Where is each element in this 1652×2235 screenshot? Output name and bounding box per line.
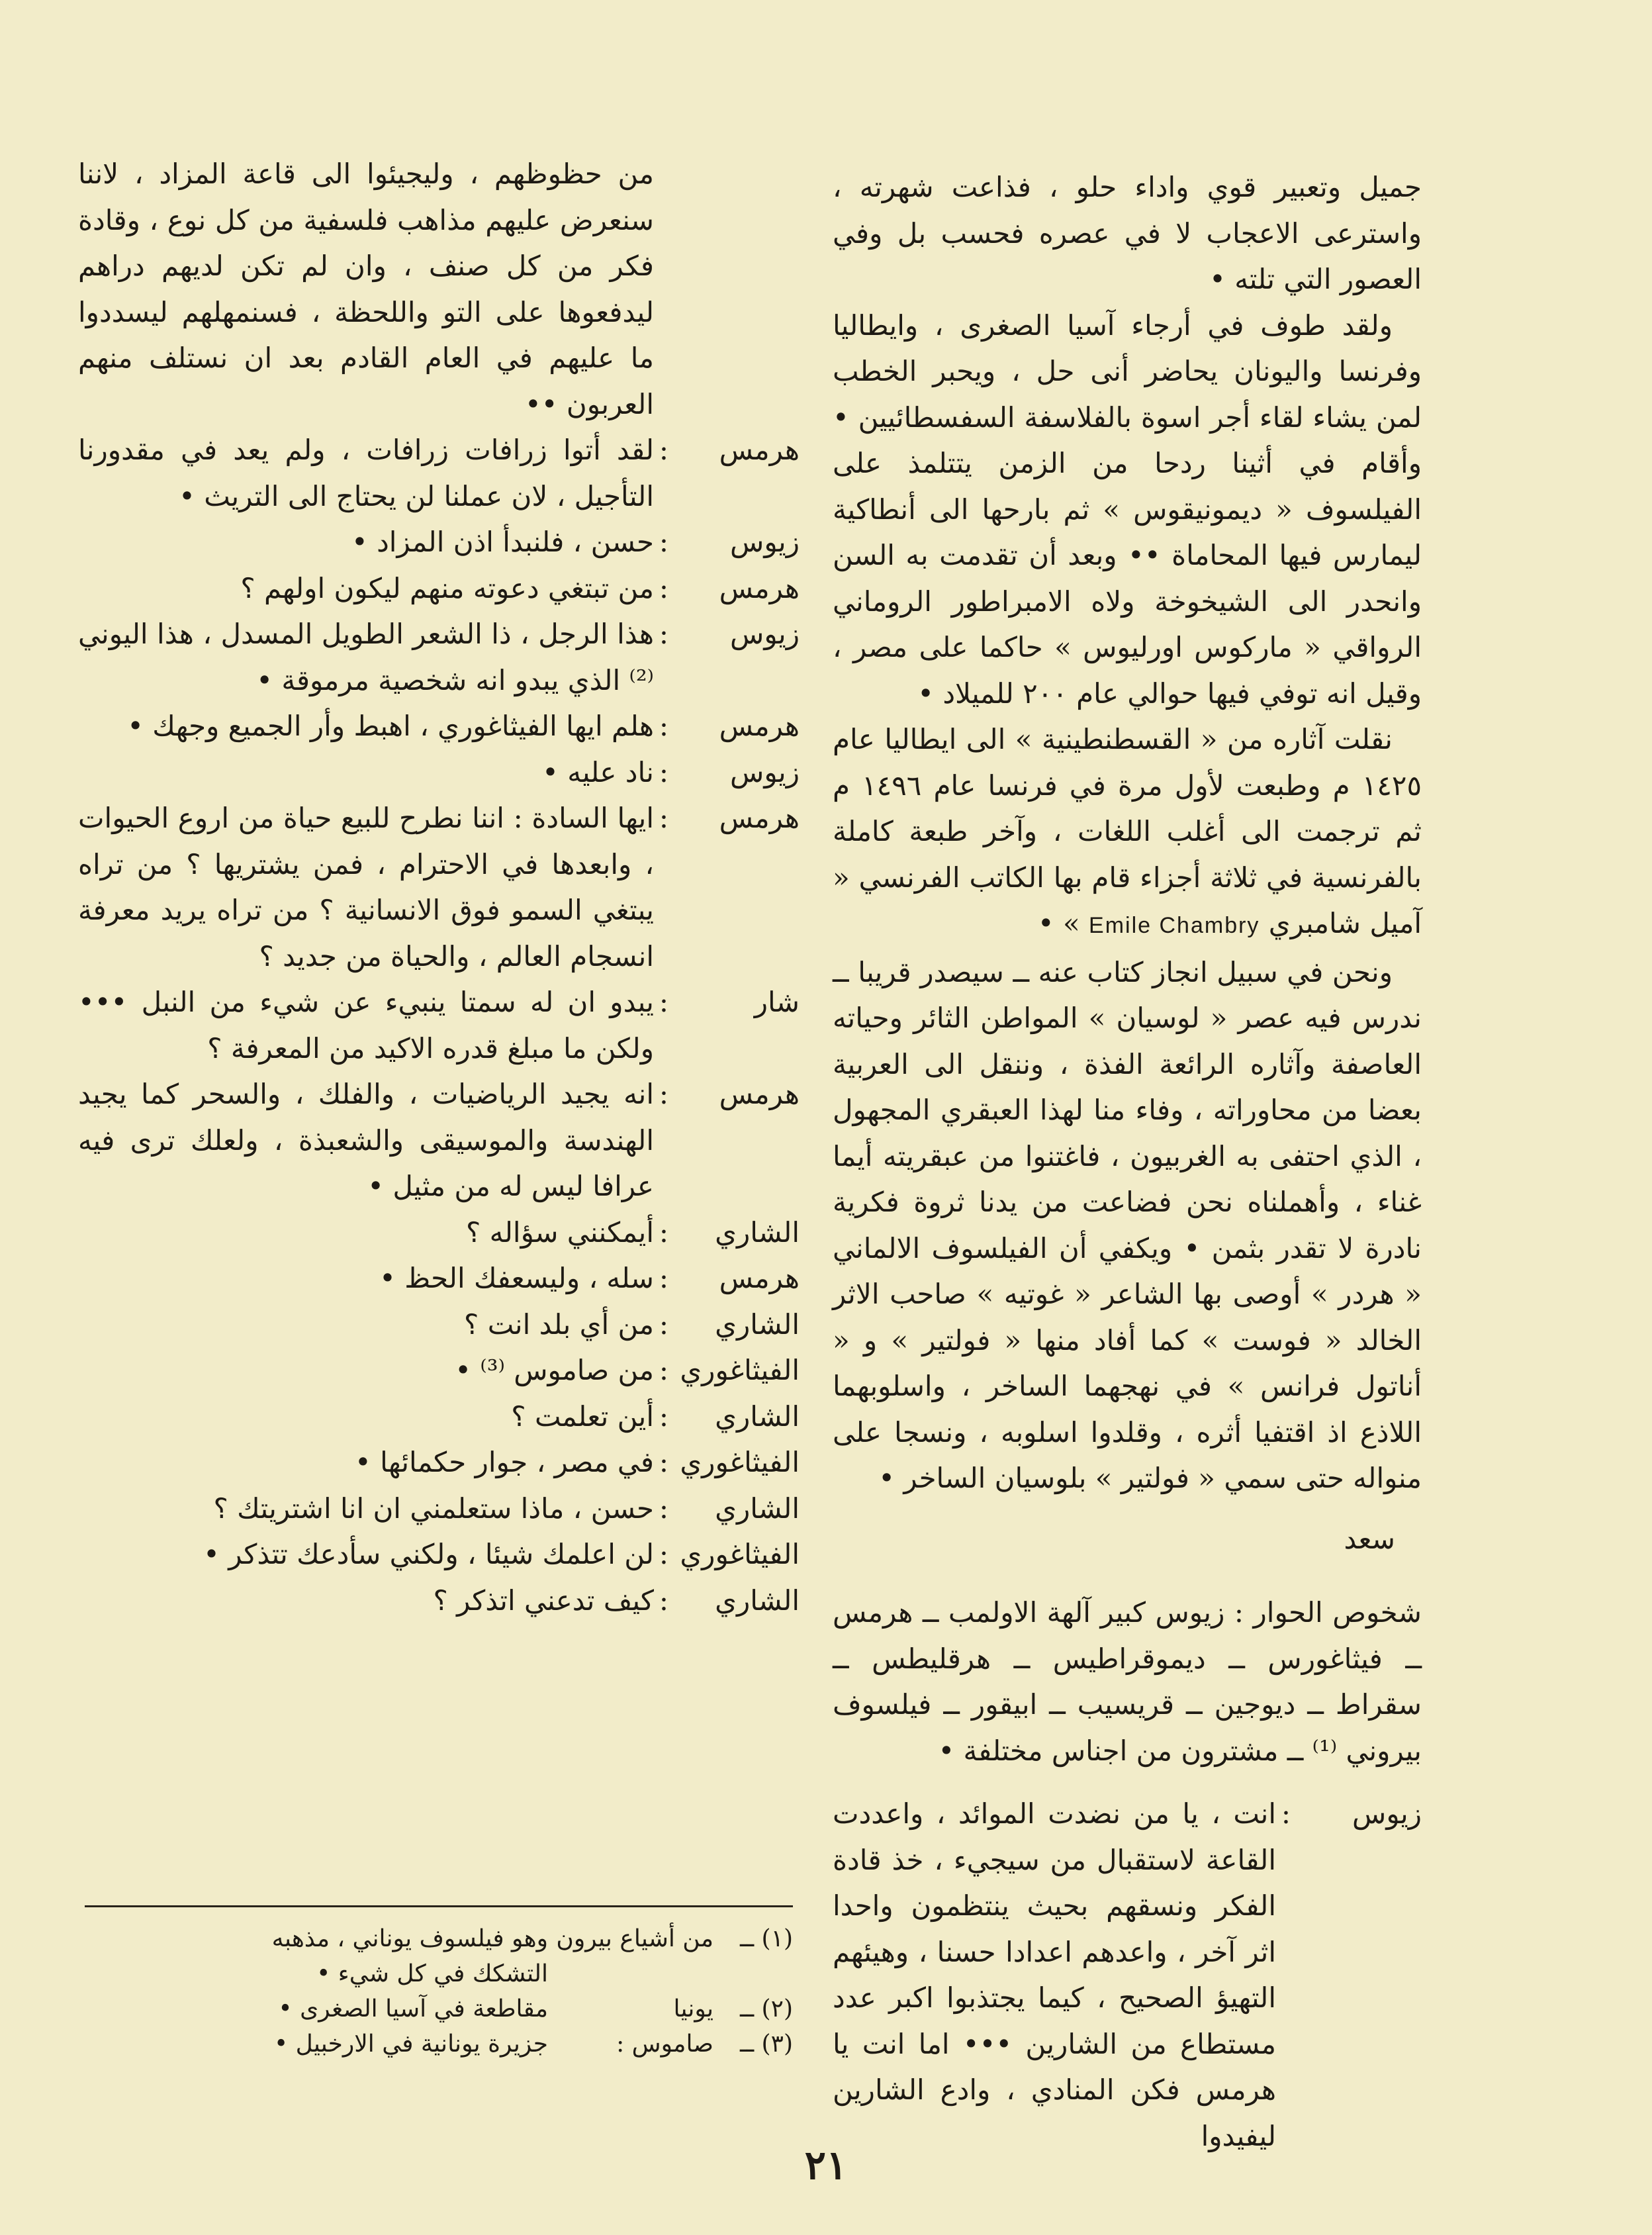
speaker-name: هرمس [719, 571, 800, 604]
footnote-continuation: التشكك في كل شيء • [316, 1960, 548, 1987]
paragraph [833, 716, 1422, 949]
colon: : [659, 986, 669, 1018]
speech-text: حسن ، ماذا ستعلمني ان انا اشتريتك ؟ [213, 1492, 654, 1525]
dialogue-entry [78, 749, 800, 796]
dialogue-entry [78, 519, 800, 565]
footnote-mark: (٣) ــ [740, 2030, 793, 2058]
footnote [78, 2026, 793, 2062]
paragraph: ولقد طوف في أرجاء آسيا الصغرى ، وايطاليا وفرنسا واليونان يحاضر أنى حل ، ويحبر الخطب لمن يشاء لقاء أجر اسوة بالفلاسفة السفسطائيين • وأقام في أثينا ردحا من الزمن يتتلمذ على الفيلسوف « ديمونيقوس » ثم بارحها الى أنطاكية ليمارس فيها المحاماة •• وبعد أن تقدمت به السن وانحدر الى الشيخوخة ولاه الامبراطور الروماني الرواقي « ماركوس اورليوس » حاكما على مصر ، وقيل انه توفي فيها حوالي عام ٢٠٠ للميلاد • [833, 309, 1422, 710]
dialogue-entry [78, 1531, 800, 1578]
speech-text: في مصر ، جوار حكمائها • [355, 1446, 654, 1478]
colon: : [1281, 1797, 1291, 1830]
speech-text: ايها السادة : اننا نطرح للبيع حياة من اروع الحيوات ، وابعدها في الاحترام ، فمن يشتريها ؟ من تراه يبتغي السمو فوق الانسانية ؟ من تراه يريد معرفة انسجام العالم ، والحياة من جديد ؟ [78, 802, 654, 973]
dialogue-entry [78, 979, 800, 1071]
dialogue-entry [78, 1071, 800, 1210]
right-column [833, 164, 1422, 2159]
speaker-name: الفيثاغوري [680, 1538, 800, 1570]
colon: : [659, 802, 669, 834]
speech-text: هلم ايها الفيثاغوري ، اهبط وأر الجميع وجهك • [127, 710, 654, 742]
dialogue-entry [78, 1302, 800, 1348]
speech-text: من أي بلد انت ؟ [464, 1308, 654, 1341]
footnote [78, 1991, 793, 2026]
footnote [78, 1921, 793, 1956]
footnote-divider [85, 1905, 793, 1907]
speaker-name: هرمس [719, 1078, 800, 1110]
speaker-name: الشاري [715, 1400, 800, 1433]
footnote-text: وهو فيلسوف يوناني ، مذهبه [271, 1925, 548, 1952]
colon: : [659, 1308, 669, 1341]
footnote-mark: (١) ــ [740, 1925, 793, 1952]
speech-text: أين تعلمت ؟ [511, 1400, 654, 1433]
speech-text: سله ، وليسعفك الحظ • [379, 1262, 654, 1294]
colon: : [659, 526, 669, 558]
dialogue-entry [78, 795, 800, 979]
paragraph: ونحن في سبيل انجاز كتاب عنه ــ سيصدر قريبا ــ ندرس فيه عصر « لوسيان » المواطن الثائر وحياته العاصفة وآثاره الرائعة الفذة ، وننقل الى العربية بعضا من محاوراته ، وفاء منا لهذا العبقري المجهول ، الذي احتفى به الغربيون ، فاغتنوا من عبقريته أيما غناء ، وأهملناه نحن فضاعت من يدنا ثروة فكرية نادرة لا تقدر بثمن • ويكفي أن الفيلسوف الالماني « هردر » أوصى بها الشاعر « غوتيه » صاحب الاثر الخالد « فوست » كما أفاد منها « فولتير » و « أناتول فرانس » في نهجهما الساخر ، واسلوبهما اللاذع اذ اقتفيا أثره ، وقلدوا اسلوبه ، ونسجا على منواله حتى سمي « فولتير » بلوسيان الساخر • [833, 955, 1422, 1494]
speech-text: ناد عليه • [542, 755, 654, 788]
paragraph-text: نقلت آثاره من « القسطنطينية » الى ايطاليا عام ١٤٢٥ م وطبعت لأول مرة في فرنسا عام ١٤٩٦ م ثم ترجمت الى أغلب اللغات ، وآخر طبعة كاملة بالفرنسية في ثلاثة أجزاء قام بها الكاتب الفرنسي « آميل شامبري [833, 723, 1422, 939]
characters-list: شخوص الحوار : زيوس كبير آلهة الاولمب ــ هرمس ــ فيثاغورس ــ ديموقراطيس ــ هرقليطس ــ سقراط ــ ديوجين ــ قريسيب ــ ابيقور ــ فيلسوف بيروني ⁽¹⁾ ــ مشترون من اجناس مختلفة • [833, 1596, 1422, 1767]
colon: : [659, 710, 669, 742]
spacer [833, 1774, 1422, 1791]
paragraph-text: » • [1037, 907, 1080, 939]
speaker-name: هرمس [719, 434, 800, 466]
dialogue-entry [78, 565, 800, 612]
speech-text: من تبتغي دعوته منهم ليكون اولهم ؟ [240, 571, 654, 604]
speaker-name: زيوس [1352, 1797, 1422, 1830]
colon: : [659, 571, 669, 604]
dialogue-entry [78, 1486, 800, 1532]
page-number: ٢١ [804, 2142, 848, 2189]
speaker-name: زيوس [730, 618, 800, 650]
speaker-name: زيوس [730, 526, 800, 558]
colon: : [659, 1215, 669, 1249]
colon: : [659, 1446, 669, 1478]
speaker-name: الشاري [715, 1215, 800, 1249]
footnote-mark: (٢) ــ [740, 1995, 793, 2022]
footnote-term: يونيا [673, 1995, 713, 2022]
dialogue-continuation [78, 151, 800, 427]
speech-text: انه يجيد الرياضيات ، والفلك ، والسحر كما يجيد الهندسة والموسيقى والشعبذة ، ولعلك ترى فيه عرافا ليس له من مثيل • [78, 1078, 654, 1202]
speech-text: يبدو ان له سمتا ينبيء عن شيء من النبل ••• ولكن ما مبلغ قدره الاكيد من المعرفة ؟ [78, 986, 654, 1065]
signature: سعد [1344, 1522, 1395, 1555]
speaker-name: هرمس [719, 802, 800, 834]
paragraph: جميل وتعبير قوي واداء حلو ، فذاعت شهرته ، واسترعى الاعجاب لا في عصره فحسب بل وفي العصور التي تلته • [833, 171, 1422, 295]
speaker-name: الشاري [715, 1492, 800, 1525]
speech-text: هذا الرجل ، ذا الشعر الطويل المسدل ، هذا اليوني ⁽²⁾ الذي يبدو انه شخصية مرموقة • [78, 618, 654, 696]
speaker-name: هرمس [719, 710, 800, 742]
speaker-name: الفيثاغوري [680, 1446, 800, 1478]
speaker-name: الشاري [715, 1584, 800, 1617]
dialogue-entry [78, 1578, 800, 1624]
speaker-name: شار [754, 986, 800, 1018]
dialogue-entry [78, 1255, 800, 1302]
colon: : [659, 618, 669, 650]
speech-text: من حظوظهم ، وليجيئوا الى قاعة المزاد ، لاننا سنعرض عليهم مذاهب فلسفية من كل نوع ، وقادة فكر من كل صنف ، وان لم تكن لديهم دراهم ليدفعوها على التو واللحظة ، فسنمهلهم ليسددوا ما عليهم في العام القادم بعد ان نستلف منهم العربون •• [78, 158, 654, 420]
speech-text: انت ، يا من نضدت الموائد ، واعددت القاعة لاستقبال من سيجيء ، خذ قادة الفكر ونسقهم بحيث ينتظمون واحدا اثر آخر ، واعدهم اعدادا حسنا ، وهيئهم التهيؤ الصحيح ، كيما يجتذبوا اكبر عدد مستطاع من الشارين ••• اما انت يا هرمس فكن المنادي ، وادع الشارين ليفيدوا [833, 1797, 1276, 2152]
colon: : [659, 1538, 669, 1570]
colon: : [659, 1492, 669, 1525]
dialogue-entry [833, 1791, 1422, 2159]
left-column [78, 151, 800, 1623]
speaker-name: زيوس [730, 755, 800, 788]
colon: : [659, 1400, 669, 1433]
dialogue-entry [78, 1394, 800, 1440]
speaker-name: الشاري [715, 1308, 800, 1341]
colon: : [659, 1354, 669, 1386]
dialogue-entry [78, 1347, 800, 1394]
dialogue-entry [78, 427, 800, 519]
colon: : [659, 755, 669, 788]
colon-spacer [654, 151, 674, 427]
dialogue-entry [78, 1439, 800, 1486]
colon: : [659, 1078, 669, 1110]
speech-text: أيمكنني سؤاله ؟ [465, 1215, 654, 1249]
speech-text: لن اعلمك شيئا ، ولكني سأدعك تتذكر • [203, 1538, 654, 1570]
colon: : [659, 1262, 669, 1294]
footnote-term: صاموس : [616, 2030, 713, 2058]
speaker-name: الفيثاغوري [680, 1354, 800, 1386]
speech-text: كيف تدعني اتذكر ؟ [433, 1584, 654, 1617]
speech-text: لقد أتوا زرافات زرافات ، ولم يعد في مقدورنا التأجيل ، لان عملنا لن يحتاج الى التريث • [78, 434, 654, 512]
footnote-term: من أشياع بيرون [556, 1925, 713, 1952]
footnotes [78, 1921, 793, 2062]
footnote-text: مقاطعة في آسيا الصغرى • [278, 1995, 548, 2022]
colon: : [659, 434, 669, 466]
colon: : [659, 1584, 669, 1617]
latin-name: Emile Chambry [1089, 913, 1260, 938]
speaker-spacer [674, 151, 800, 427]
dialogue-entry [78, 1210, 800, 1256]
speech-text: حسن ، فلنبدأ اذن المزاد • [351, 526, 654, 558]
speaker-name: هرمس [719, 1262, 800, 1294]
footnote-text: جزيرة يونانية في الارخبيل • [273, 2030, 548, 2058]
dialogue-entry [78, 611, 800, 703]
speech-text: من صاموس ⁽³⁾ • [455, 1354, 654, 1386]
dialogue-entry [78, 703, 800, 749]
